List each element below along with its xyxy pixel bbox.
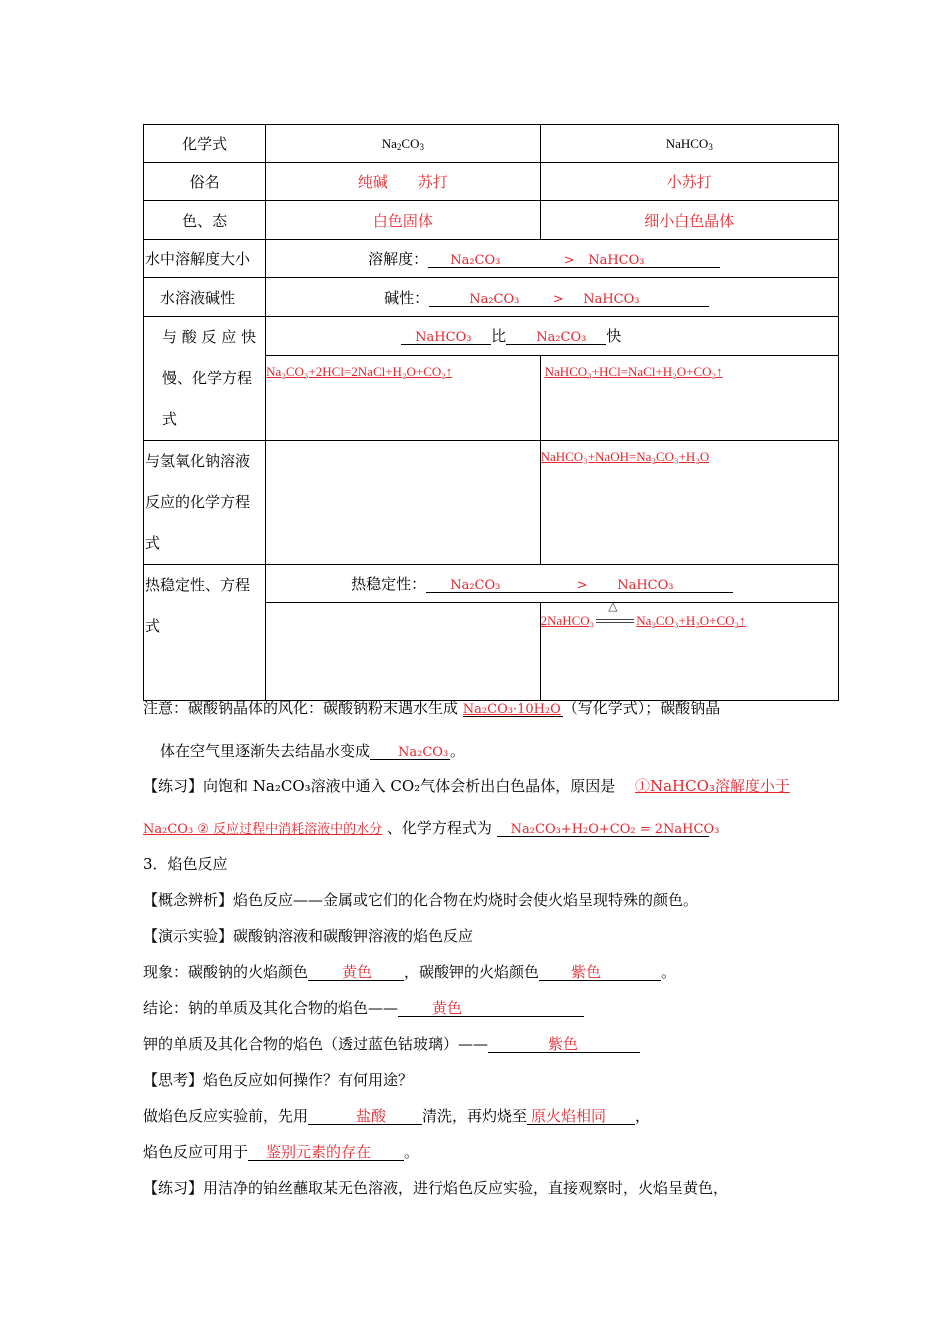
common-name-na2co3: 纯碱 苏打 — [266, 163, 540, 201]
color-state-nahco3: 细小白色晶体 — [540, 201, 838, 240]
thermal-nahco3-cell — [540, 599, 838, 701]
solubility-comparison: 溶解度： Na₂CO₃ > NaHCO₃ — [266, 240, 839, 278]
color-state-na2co3: 白色固体 — [266, 201, 540, 240]
use-line: 焰色反应可用于 鉴别元素的存在 。 — [143, 1143, 420, 1161]
common-name-nahco3: 小苏打 — [540, 163, 838, 201]
practice-1-line-2: Na₂CO₃ ② 反应过程中消耗溶液中的水分 、化学方程式为 Na₂CO₃+H₂O+CO₂ = 2NaHCO₃ — [143, 819, 720, 837]
heat-triangle-icon: △ — [608, 599, 618, 613]
row-label-common-name: 俗名 — [144, 163, 266, 201]
conclusion-line: 结论：钠的单质及其化合物的焰色—— 黄色 — [143, 998, 584, 1018]
naoh-eq-nahco3: NaHCO₃+NaOH=Na₂CO₃+H₂O — [540, 449, 710, 464]
acid-speed-comparison: NaHCO₃ 比 Na₂CO₃ 快 — [266, 317, 839, 356]
operation-line: 做焰色反应实验前，先用 盐酸 清洗，再灼烧至 原火焰相同 ， — [143, 1107, 651, 1125]
acid-eq-na2co3: Na₂CO₃+2HCl=2NaCl+H₂O+CO₂↑ — [266, 363, 453, 379]
comparison-table — [143, 124, 839, 701]
header-na2co3: $Na_2CO_3$ — [266, 125, 540, 163]
thermal-label-line-2: 式 — [145, 617, 161, 635]
acid-eq-nahco3: NaHCO₃+HCl=NaCl+H₂O+CO₂↑ — [544, 363, 723, 379]
naoh-label-line-2: 反应的化学方程 — [145, 493, 251, 511]
thermal-eq-left: 2NaHCO₃ — [540, 613, 595, 628]
heat-condition-sign — [594, 599, 636, 629]
row-label-solubility: 水中溶解度大小 — [144, 240, 266, 278]
acid-label-line-3: 式 — [162, 410, 178, 428]
potassium-line: 钾的单质及其化合物的焰色（透过蓝色钴玻璃）—— 紫色 — [143, 1034, 640, 1054]
thermal-label-line-1: 热稳定性、方程 — [145, 576, 251, 594]
naoh-label-line-3: 式 — [145, 534, 161, 552]
acid-eq-nahco3-cell — [540, 355, 838, 440]
row-label-naoh — [144, 441, 266, 565]
row-label-color-state: 色、态 — [144, 201, 266, 240]
row-label-thermal — [144, 565, 266, 701]
practice-2-line: 【练习】用洁净的铂丝蘸取某无色溶液，进行焰色反应实验，直接观察时，火焰呈黄色， — [143, 1179, 729, 1197]
practice-1-line-1: 【练习】向饱和 Na₂CO₃溶液中通入 CO₂气体会析出白色晶体，原因是 ①NaHCO₃溶解度小于 — [143, 777, 790, 795]
acid-label-line-2: 慢、化学方程 — [162, 369, 253, 387]
demo-experiment: 【演示实验】碳酸钠溶液和碳酸钾溶液的焰色反应 — [143, 927, 474, 945]
phenomenon-line: 现象：碳酸钠的火焰颜色 黄色 ，碳酸钾的火焰颜色 紫色 。 — [143, 963, 677, 981]
thermal-eq-right: Na₂CO₃+H₂O+CO₂↑ — [636, 613, 746, 628]
acid-eq-na2co3-cell — [266, 355, 540, 440]
row-label-acid — [144, 317, 266, 441]
naoh-na2co3-cell — [266, 441, 540, 565]
alkalinity-comparison: 碱性： Na₂CO₃ > NaHCO₃ — [266, 278, 839, 317]
thermal-na2co3-cell — [266, 603, 540, 701]
header-nahco3: NaHCO$_3$ — [540, 125, 838, 163]
think-line: 【思考】焰色反应如何操作？有何用途？ — [143, 1071, 414, 1089]
acid-label-line-1: 与 酸 反 应 快 — [162, 328, 257, 346]
concept-definition: 【概念辨析】焰色反应——金属或它们的化合物在灼烧时会使火焰呈现特殊的颜色。 — [143, 891, 699, 909]
naoh-nahco3-cell — [540, 441, 838, 565]
header-formula-label: 化学式 — [144, 125, 266, 163]
row-label-alkalinity: 水溶液碱性 — [144, 278, 266, 317]
thermal-comparison: 热稳定性： Na₂CO₃ > NaHCO₃ — [266, 565, 839, 603]
section-3-heading: 3．焰色反应 — [143, 855, 228, 873]
naoh-label-line-1: 与氢氧化钠溶液 — [145, 452, 251, 470]
note-efflorescence-line-2: 体在空气里逐渐失去结晶水变成 Na₂CO₃ 。 — [160, 742, 466, 760]
note-efflorescence-line-1: 注意：碳酸钠晶体的风化：碳酸钠粉末遇水生成 Na₂CO₃·10H₂O （写化学式）；碳酸钠晶 — [143, 699, 721, 717]
